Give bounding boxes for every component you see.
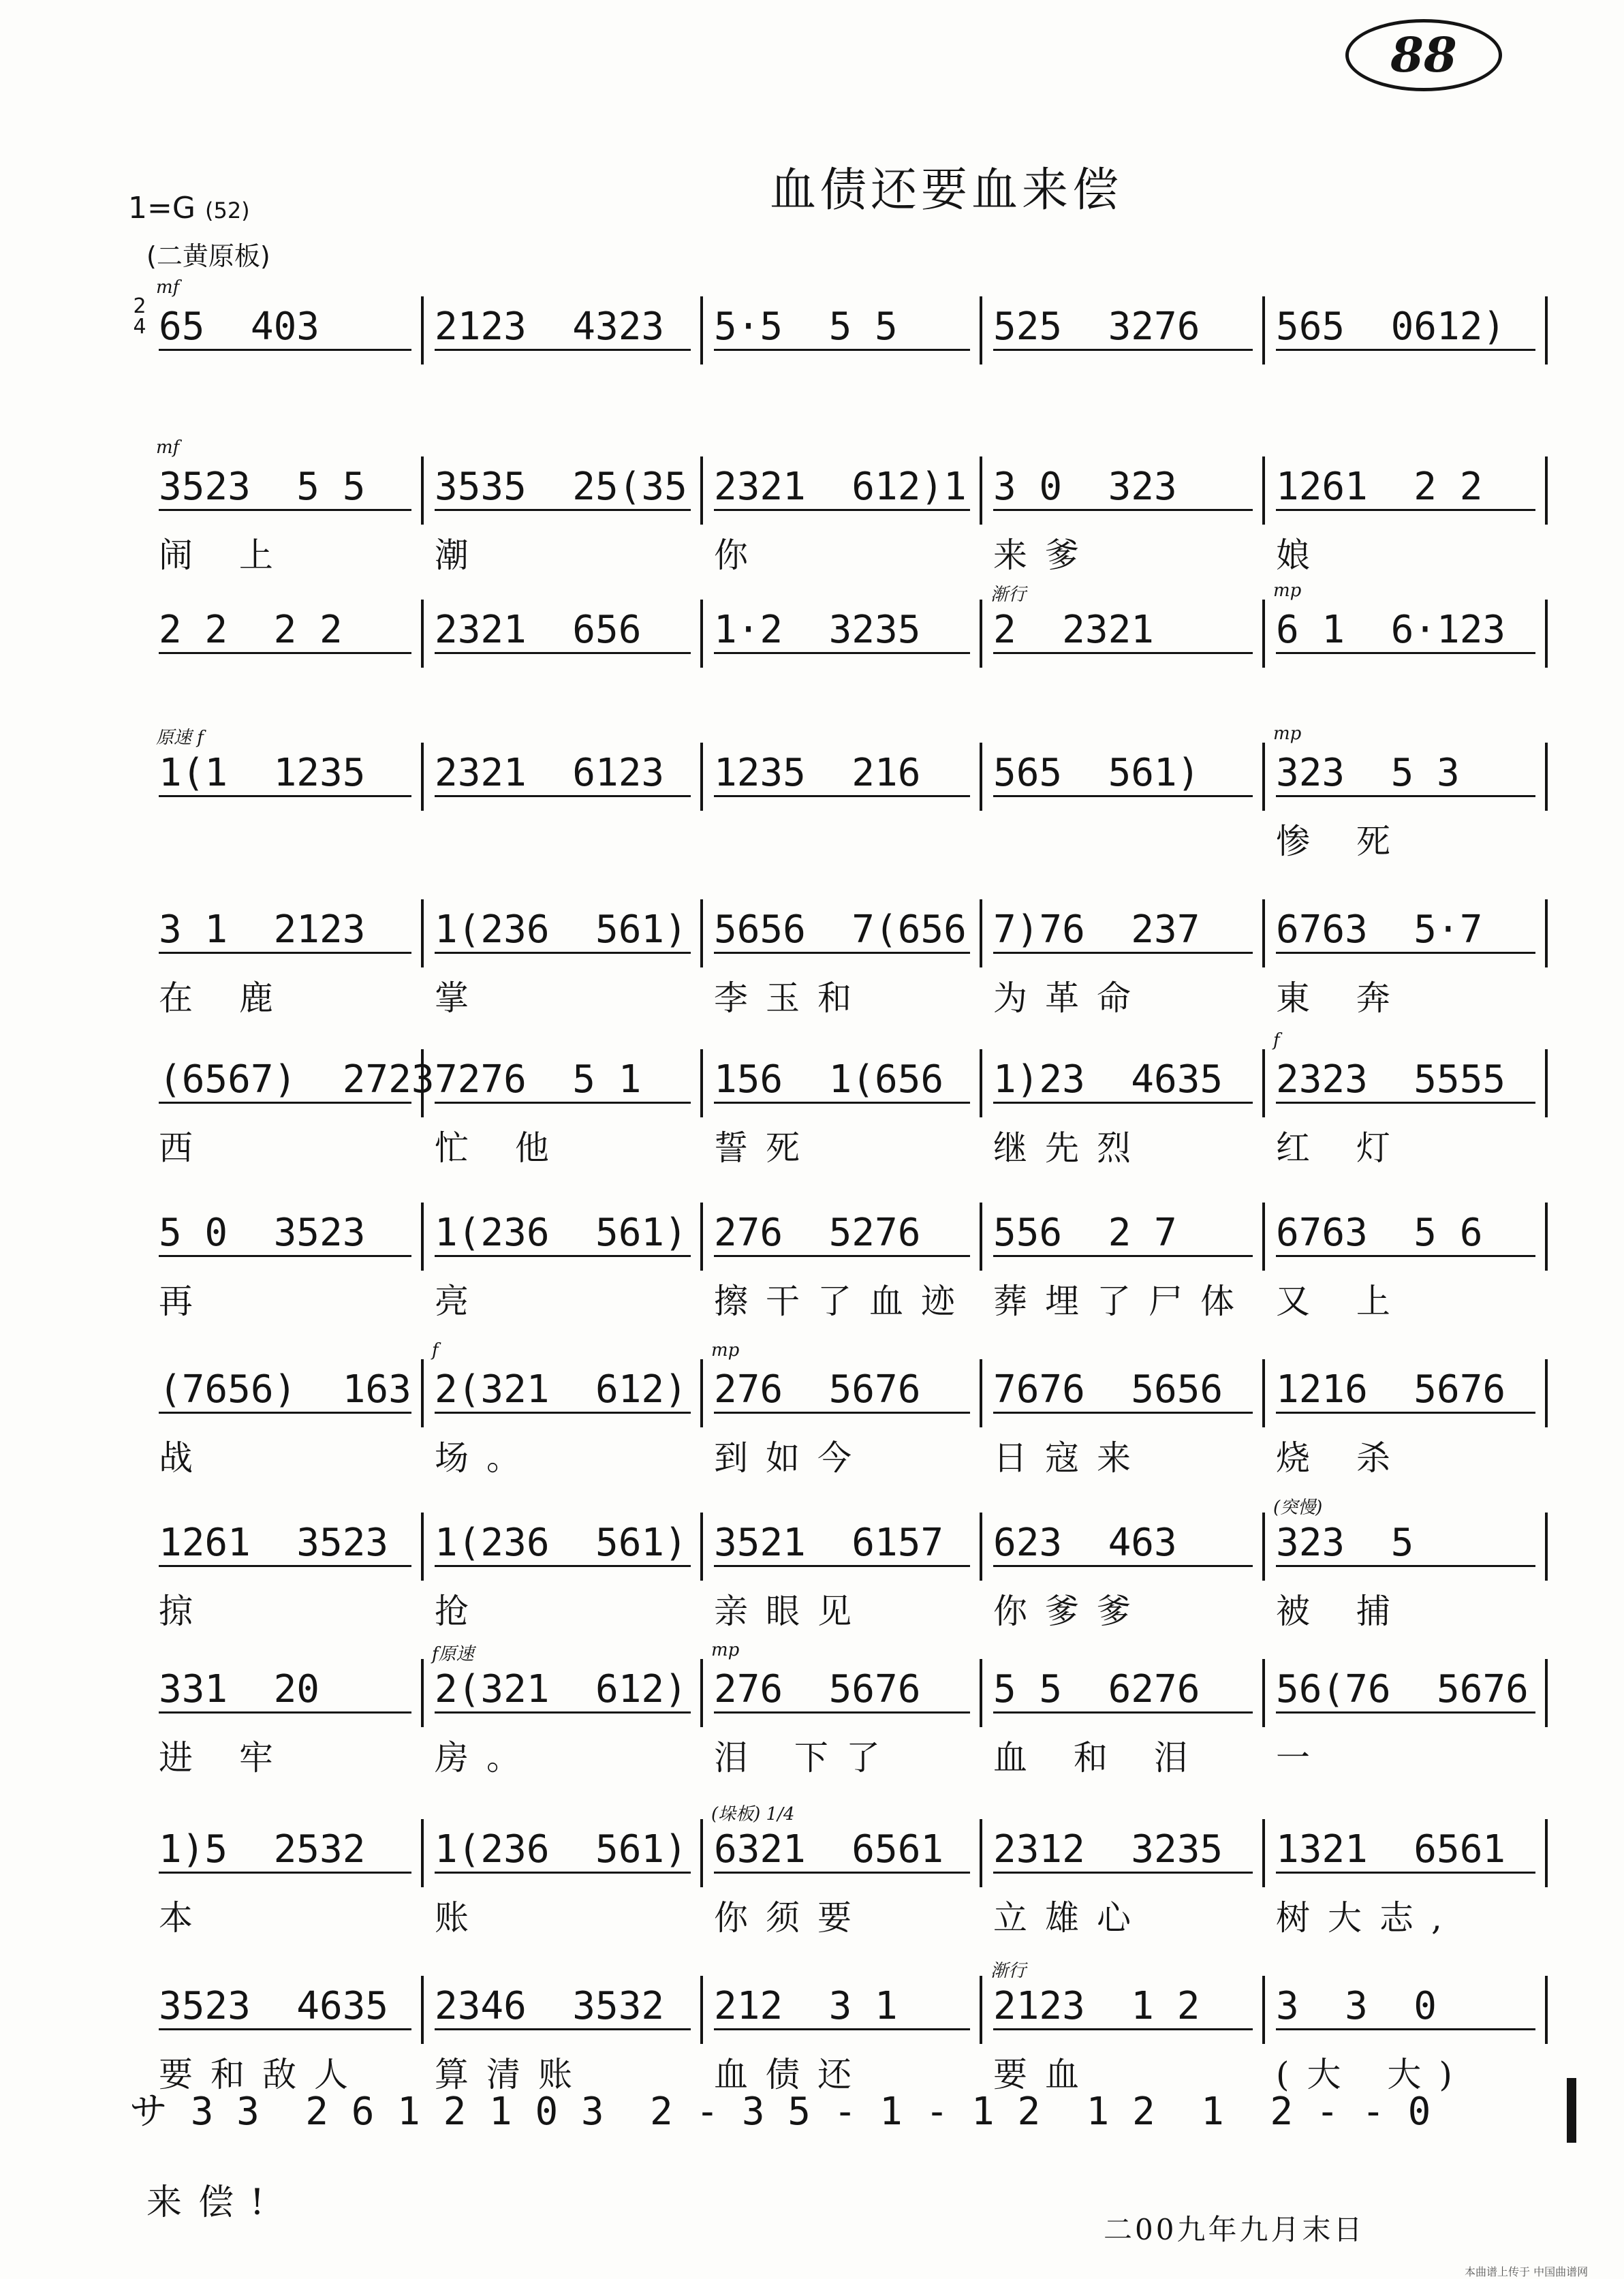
measure [422, 600, 702, 675]
measure [981, 743, 1264, 818]
music-system [0, 724, 1624, 861]
measure-notes: 623 463 [993, 1513, 1257, 1574]
measure [146, 1513, 422, 1631]
measure [702, 456, 981, 575]
dynamic-marking: (垛板) 1/4 [711, 1804, 795, 1825]
measure [146, 1359, 422, 1478]
measure [146, 1819, 422, 1938]
free-lyric: 来偿! [146, 2182, 281, 2223]
measure [1264, 1498, 1546, 1631]
key-text: 1=G [128, 191, 196, 226]
measure [422, 1513, 702, 1631]
dynamic-marking: mf [156, 437, 180, 458]
barline [1545, 743, 1548, 811]
measure-lyric: 泪 下了 [714, 1738, 898, 1778]
dynamic-marking: 渐行 [990, 585, 1027, 605]
barline [1545, 1819, 1548, 1887]
measure-notes: 276 5276 [714, 1203, 974, 1264]
measure [702, 1640, 981, 1778]
measure [981, 585, 1264, 675]
dynamic-marking: mp [1273, 580, 1302, 601]
measure-notes: (7656) 163 [159, 1359, 416, 1421]
barline [1545, 600, 1548, 668]
measure-notes: 5 5 6276 [993, 1659, 1257, 1720]
measure [422, 743, 702, 818]
measure-lyric: 抢 [435, 1592, 486, 1631]
measure-notes: 5656 7(656 [714, 899, 974, 961]
measure [702, 1976, 981, 2094]
barline [1545, 1513, 1548, 1581]
measure-lyric: 忙 他 [435, 1128, 567, 1168]
measure-lyric: 算清账 [435, 2055, 590, 2094]
measure [1264, 899, 1546, 1018]
measure-notes: 1261 2 2 [1276, 456, 1540, 518]
measure [981, 456, 1264, 575]
measure-lyric: 日寇来 [993, 1438, 1149, 1478]
measure [146, 437, 422, 575]
measure [981, 1359, 1264, 1478]
measure-notes: 3521 6157 [714, 1513, 974, 1574]
measure [702, 1340, 981, 1478]
measure-notes: (6567) 2723 [159, 1049, 416, 1111]
measure-lyric: 烧 杀 [1276, 1438, 1408, 1478]
measure [1264, 1359, 1546, 1478]
measure-notes: 1)5 2532 [159, 1819, 416, 1880]
footer-note: 本曲谱上传于 中国曲谱网 [1465, 2265, 1589, 2278]
measure [702, 899, 981, 1018]
measure-notes: 2321 656 [435, 600, 695, 661]
measure-lyric: 被 捕 [1276, 1592, 1408, 1631]
measure-notes: 6321 6561 [714, 1819, 974, 1880]
music-system [0, 1030, 1624, 1168]
dynamic-marking: 渐行 [990, 1961, 1027, 1981]
measure [146, 1203, 422, 1321]
measure-lyric: 一 [1276, 1738, 1328, 1778]
measure [1264, 456, 1546, 575]
measure [422, 1644, 702, 1778]
music-system [0, 1804, 1624, 1938]
measure-notes: 1·2 3235 [714, 600, 974, 661]
measure-notes: 1(1 1235 [159, 743, 416, 804]
measure-notes: 323 5 3 [1276, 743, 1540, 804]
dynamic-marking: mf [156, 277, 180, 298]
measure-notes: 323 5 [1276, 1513, 1540, 1574]
measure-lyric: 誓死 [714, 1128, 817, 1168]
measure-lyric: 在 鹿 [159, 978, 291, 1018]
measure-notes: 565 0612) [1276, 296, 1540, 358]
measure [422, 456, 702, 575]
measure [146, 600, 422, 675]
measure-notes: 565 561) [993, 743, 1257, 804]
measure-lyric: 亮 [435, 1282, 486, 1321]
measure [146, 1976, 422, 2094]
measure [981, 1203, 1264, 1321]
measure-lyric: 账 [435, 1898, 486, 1938]
measure-notes: 2323 5555 [1276, 1049, 1540, 1111]
measure-notes: 7676 5656 [993, 1359, 1257, 1421]
measure-lyric: 亲眼见 [714, 1592, 869, 1631]
measure-lyric: 来爹 [993, 536, 1097, 575]
dynamic-marking: f [432, 1340, 439, 1361]
measure-lyric: 你 [714, 536, 766, 575]
dynamic-marking: f原速 [432, 1644, 474, 1664]
measure-notes: 3535 25(35 [435, 456, 695, 518]
measure-notes: 1321 6561 [1276, 1819, 1540, 1880]
barline [1545, 899, 1548, 967]
barline [1545, 1359, 1548, 1427]
music-system [0, 1340, 1624, 1478]
measure-notes: 3 1 2123 [159, 899, 416, 961]
page-number: 88 [1345, 19, 1502, 91]
time-sig-top: 2 [133, 294, 146, 318]
measure-lyric: 血债还 [714, 2055, 869, 2094]
barline [1545, 296, 1548, 365]
measure-lyric: 掠 [159, 1592, 210, 1631]
measure-notes: 1)23 4635 [993, 1049, 1257, 1111]
measure-lyric: 场。 [435, 1438, 538, 1478]
measure-lyric: 到如今 [714, 1438, 869, 1478]
measure-notes: 2123 1 2 [993, 1976, 1257, 2037]
measure [1264, 1976, 1546, 2094]
measure-lyric: 娘 [1276, 536, 1328, 575]
measure-notes: 56(76 5676 [1276, 1659, 1540, 1720]
measure-lyric: 要血 [993, 2055, 1097, 2094]
measure-notes: 6 1 6·123 [1276, 600, 1540, 661]
measure [702, 600, 981, 675]
key-note: (52) [204, 198, 250, 223]
dynamic-marking: mp [1273, 724, 1302, 744]
measure-notes: 1(236 561) [435, 1819, 695, 1880]
tempo-marking: (二黄原板) [146, 241, 270, 271]
measure [1264, 296, 1546, 371]
measure [422, 1049, 702, 1168]
measure [146, 1049, 435, 1168]
measure-lyric: 为革命 [993, 978, 1149, 1018]
measure-notes: 1(236 561) [435, 1513, 695, 1574]
music-system [0, 437, 1624, 575]
music-system [0, 1196, 1624, 1321]
measure-lyric: 西 [159, 1128, 210, 1168]
date-signature: 二00九年九月末日 [1104, 2213, 1365, 2246]
measure [702, 1049, 981, 1168]
barline [1545, 1659, 1548, 1727]
measure-lyric: 掌 [435, 978, 486, 1018]
measure-notes: 65 403 [159, 296, 416, 358]
measure-notes: 5·5 5 5 [714, 296, 974, 358]
measure-lyric: 战 [159, 1438, 210, 1478]
measure-lyric: 你须要 [714, 1898, 869, 1938]
measure-notes: 1235 216 [714, 743, 974, 804]
measure [1264, 1819, 1546, 1938]
measure-notes: 331 20 [159, 1659, 416, 1720]
barline [1545, 1976, 1548, 2044]
dynamic-marking: (突慢) [1273, 1498, 1323, 1518]
measure-notes: 525 3276 [993, 296, 1257, 358]
measure-lyric: 房。 [435, 1738, 538, 1778]
measure-notes: 2312 3235 [993, 1819, 1257, 1880]
measure-notes: 1216 5676 [1276, 1359, 1540, 1421]
dynamic-marking: 原速 f [156, 728, 204, 748]
measure-lyric: 再 [159, 1282, 210, 1321]
measure [702, 1513, 981, 1631]
measure-notes: 6763 5·7 [1276, 899, 1540, 961]
measure-notes: 2 2321 [993, 600, 1257, 661]
measure-notes: 2123 4323 [435, 296, 695, 358]
measure-notes: 6763 5 6 [1276, 1203, 1540, 1264]
measure [422, 1976, 702, 2094]
dynamic-marking: mp [711, 1640, 740, 1660]
measure-lyric: 李玉和 [714, 978, 869, 1018]
measure-notes: 7276 5 1 [435, 1049, 695, 1111]
measure [702, 296, 981, 371]
music-system [0, 1498, 1624, 1631]
measure-lyric: 红 灯 [1276, 1128, 1408, 1168]
measure-notes: 5 0 3523 [159, 1203, 416, 1264]
measure-lyric: 树大志, [1276, 1898, 1460, 1938]
measure [1264, 724, 1546, 861]
measure-notes: 276 5676 [714, 1659, 974, 1720]
measure [1264, 1659, 1546, 1778]
measure-notes: 7)76 237 [993, 899, 1257, 961]
measure-notes: 3523 5 5 [159, 456, 416, 518]
measure [981, 296, 1264, 371]
measure-notes: 1(236 561) [435, 899, 695, 961]
barline [1545, 456, 1548, 525]
measure-notes: 556 2 7 [993, 1203, 1257, 1264]
measure-notes: 3 0 323 [993, 456, 1257, 518]
measure-notes: 1261 3523 [159, 1513, 416, 1574]
measure-lyric: 你爹爹 [993, 1592, 1149, 1631]
measure-lyric: (大 大) [1276, 2055, 1470, 2094]
dynamic-marking: mp [711, 1340, 740, 1361]
measure [981, 1961, 1264, 2094]
measure-lyric: 要和敌人 [159, 2055, 366, 2094]
measure-notes: 2346 3532 [435, 1976, 695, 2037]
measure-lyric: 惨 死 [1276, 822, 1408, 861]
measure-notes: 212 3 1 [714, 1976, 974, 2037]
measure [1264, 1030, 1546, 1168]
measure [981, 1513, 1264, 1631]
final-barline [1567, 2078, 1576, 2143]
measure [981, 1819, 1264, 1938]
measure-notes: 1(236 561) [435, 1203, 695, 1264]
measure-notes: 276 5676 [714, 1359, 974, 1421]
measure-lyric: 潮 [435, 536, 486, 575]
measure-lyric: 进 牢 [159, 1738, 291, 1778]
measure [146, 1659, 422, 1778]
measure-notes: 2 2 2 2 [159, 600, 416, 661]
measure [981, 899, 1264, 1018]
measure [422, 899, 702, 1018]
measure-lyric: 擦干了血迹 [714, 1282, 973, 1321]
free-rhythm-line: サ 3 3 2 6 1 2 1 0 3 2 - 3 5 - 1 - 1 2 1 2 1 2 - - 0 [129, 2090, 1431, 2134]
key-signature [128, 191, 250, 226]
measure-lyric: 東 奔 [1276, 978, 1408, 1018]
measure [702, 1203, 981, 1321]
measure [702, 1804, 981, 1938]
music-system [0, 1961, 1624, 2094]
measure [146, 728, 422, 818]
measure [146, 899, 422, 1018]
measure-notes: 3 3 0 [1276, 1976, 1540, 2037]
music-system [0, 893, 1624, 1018]
measure [702, 743, 981, 818]
measure-lyric: 又 上 [1276, 1282, 1408, 1321]
measure-notes: 3523 4635 [159, 1976, 416, 2037]
music-system [0, 580, 1624, 715]
time-sig-bottom: 4 [133, 315, 146, 339]
song-title: 血债还要血来偿 [770, 164, 1123, 217]
measure [422, 1340, 702, 1478]
dynamic-marking: f [1273, 1030, 1280, 1051]
measure-notes: 2(321 612) [435, 1659, 695, 1720]
measure [422, 296, 702, 371]
measure-notes: 2321 6123 [435, 743, 695, 804]
measure-notes: 156 1(656 [714, 1049, 974, 1111]
measure-lyric: 立雄心 [993, 1898, 1149, 1938]
music-system [0, 1640, 1624, 1778]
measure [1264, 580, 1546, 675]
measure [422, 1203, 702, 1321]
measure [981, 1049, 1264, 1168]
measure-notes: 2(321 612) [435, 1359, 695, 1421]
barline [1545, 1203, 1548, 1271]
measure-lyric: 葬埋了尸体 [993, 1282, 1252, 1321]
measure [146, 277, 422, 371]
measure-lyric: 继先烈 [993, 1128, 1149, 1168]
measure-lyric: 血 和 泪 [993, 1738, 1206, 1778]
measure [981, 1659, 1264, 1778]
measure-notes: 2321 612)1 [714, 456, 974, 518]
measure [422, 1819, 702, 1938]
measure [1264, 1203, 1546, 1321]
measure-lyric: 闹 上 [159, 536, 291, 575]
measure-lyric: 本 [159, 1898, 210, 1938]
music-system [0, 277, 1624, 412]
barline [1545, 1049, 1548, 1117]
